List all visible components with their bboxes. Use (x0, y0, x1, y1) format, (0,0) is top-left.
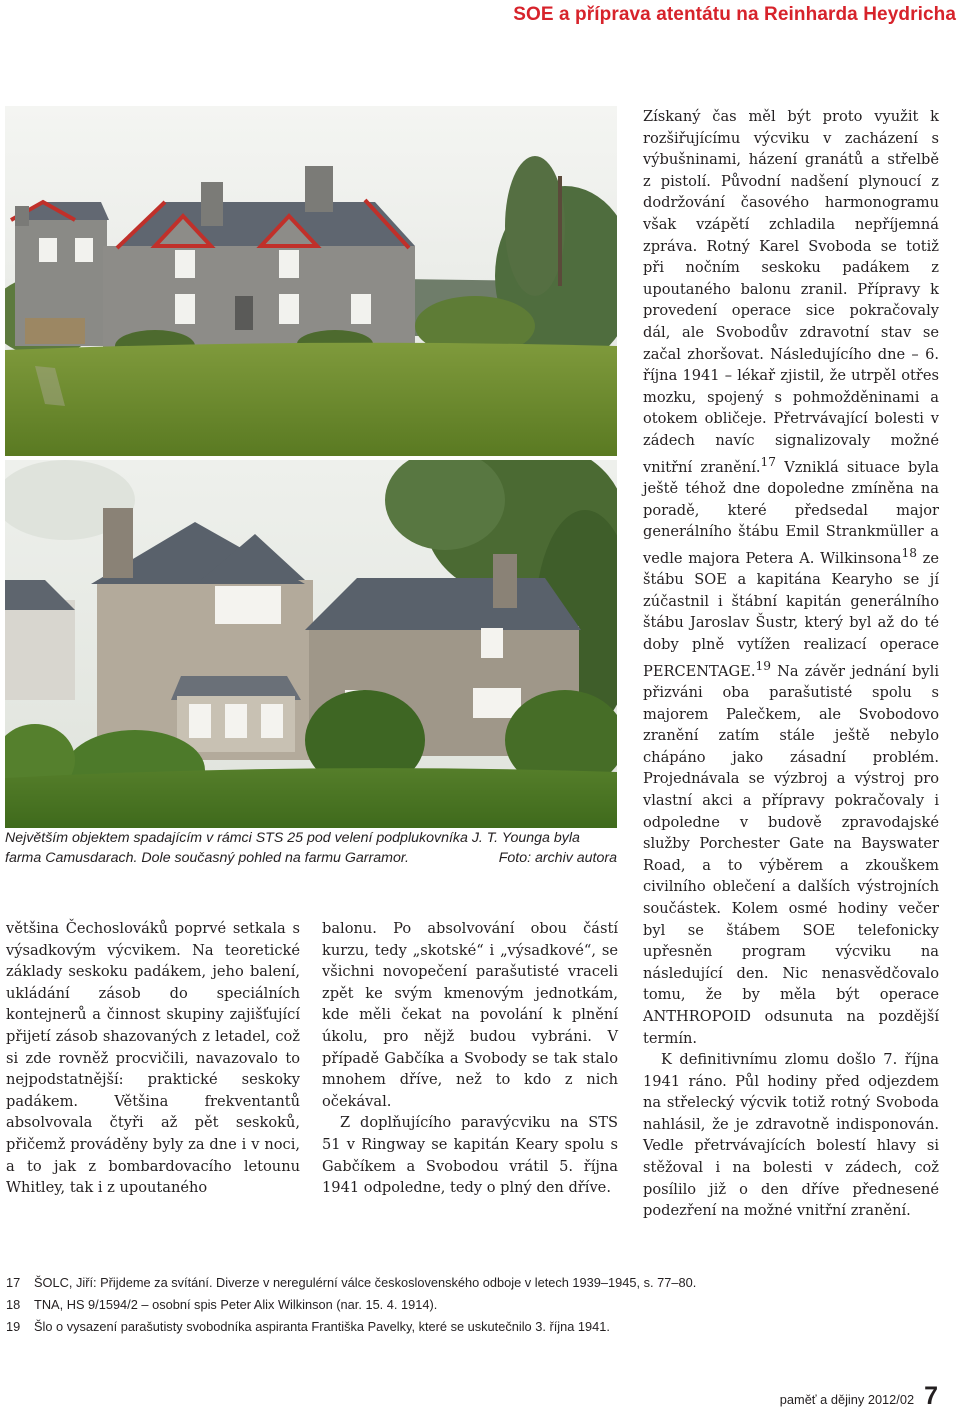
col2-paragraph-1: balonu. Po absolvování obou částí kurzu, tedy „skotské“ i „výsadkové“, se všichni novopečení parašutisté vraceli zpět ke svým kmenovým jednotkám, kde měli čekat na povolání k plnění úkolu, pro nějž budou vybráni. V případě Gabčíka a Svobody se tak stalo mnohem dříve, než to kdo z nich očekával. (322, 920, 618, 1110)
footnote-number: 18 (6, 1297, 21, 1312)
col2-paragraph-2: Z doplňujícího paravýcviku na STS 51 v Ringway se kapitán Keary spolu s Gabčíkem a Svobodou vrátil 5. října 1941 odpoledne, tedy o plný den dříve. (322, 1114, 618, 1197)
footnote-text: TNA, HS 9/1594/2 – osobní spis Peter Alix Wilkinson (nar. 15. 4. 1914). (34, 1297, 438, 1312)
footnote-17 (6, 1272, 946, 1294)
figure-caption (5, 828, 617, 868)
caption-text: Největším objektem spadajícím v rámci STS 25 pod velení podplukovníka J. T. Younga byla farma Camusdarach. Dole současný pohled na farmu Garramor. (5, 830, 580, 866)
footnote-number: 19 (6, 1319, 21, 1334)
col3-paragraph-1 (643, 106, 939, 1049)
footnote-ref-18[interactable]: 18 (901, 545, 917, 560)
col3-text-a: Získaný čas měl být proto využit k rozšiřujícímu výcviku v zacházení s výbušninami, házení granátů a střelbě z pistolí. Původní nadšení plynoucí z dodržování časového harmonogramu však vzápětí zchladila nepříjemná zpráva. Rotný Karel Svoboda se totiž při nočním seskoku padákem z upoutaného balonu zranil. Přípravy k provedení operace sice pokračovaly dál, ale Svobodův zdravotní stav se začal zhoršovat. Následujícího dne – 6. října 1941 – lékař zjistil, že utrpěl otřes mozku, spojený s pohmožděninami a otokem obličeje. Přetrvávající bolesti v zádech navíc signalizovaly možné vnitřní zranění. (643, 108, 939, 476)
footnote-number: 17 (6, 1275, 21, 1290)
col3-text-d: Na závěr jednání byli přizváni oba parašutisté spolu s majorem Palečkem, ale Svobodovo zranění zatím stále ještě nebylo chápáno jako zásadní problém. Projednávala se výzbroj a výstroj pro vlastní akci a přípravy pokračovaly i odpoledne v budově zpravodajské služby Porchester Gate na Bayswater Road, a to výběrem a zkouškem civilního oblečení a dalších výstrojních součástek. Kolem osmé hodiny večer byl se štábem SOE telefonicky upřesněn program výcviku na následující den. Nic nenasvědčovalo tomu, že by měla být operace ANTHROPOID odsunuta na pozdější termín. (643, 662, 939, 1047)
photo-farm-camusdarach (5, 106, 617, 456)
footnote-ref-17[interactable]: 17 (760, 454, 776, 469)
page-number: 7 (924, 1382, 938, 1410)
footnote-text: ŠOLC, Jiří: Přijdeme za svítání. Diverze v neregulérní válce československého odboje v letech 1939–1945, s. 77–80. (34, 1275, 697, 1290)
article-column-1 (6, 918, 300, 1199)
magazine-name: paměť a dějiny 2012/02 (779, 1392, 915, 1407)
col3-text-c: ze štábu SOE a kapitána Kearyho se jí zúčastnil i štábní kapitán generálního štábu Jaroslav Šustr, který byl až do té doby plně vytížen realizací operace PERCENTAGE. (643, 549, 939, 680)
page-footer (780, 1382, 938, 1411)
col3-text-b: Vzniklá situace byla ještě téhož dne dopoledne zmíněna na poradě, které předsedal major generálního štábu Emil Strankmüller a vedle majora Petera A. Wilkinsona (643, 458, 939, 567)
article-column-3 (643, 106, 939, 1222)
running-header: SOE a příprava atentátu na Reinharda Heydricha (513, 4, 956, 25)
footnote-18 (6, 1294, 946, 1316)
footnote-text: Šlo o vysazení parašutisty svobodníka aspiranta Františka Pavelky, které se uskutečnilo 3. října 1941. (34, 1319, 610, 1334)
article-column-2 (322, 918, 618, 1199)
photo-farm-garramor (5, 460, 617, 828)
footnote-ref-19[interactable]: 19 (755, 658, 771, 673)
photo-credit: Foto: archiv autora (498, 850, 617, 866)
footnotes (6, 1272, 946, 1338)
footnote-19 (6, 1316, 946, 1338)
col3-paragraph-2: K definitivnímu zlomu došlo 7. října 1941 ráno. Půl hodiny před odjezdem na střelecký výcvik totiž rotný Svoboda nahlásil, že je zdravotně indisponován. Vedle přetrvávajících bolestí hlavy si stěžoval i na bolesti v zádech, což posílilo již o den dříve přednesené podezření na možné vnitřní zranění. (643, 1051, 939, 1220)
col1-paragraph: většina Čechoslováků poprvé setkala s výsadkovým výcvikem. Na teoretické základy seskoku padákem, jeho balení, ukládání zásob do speciálních kontejnerů a činnost skupiny zajišťující přijetí zásob shazovaných z letadel, což si zde rovněž procvičili, navazovalo to nejpodstatnější: praktické seskoky padákem. Většina frekventantů absolvovala čtyři až pět seskoků, přičemž prováděny byly za dne i v noci, a to jak z bombardovacího letounu Whitley, tak i z upoutaného (6, 920, 300, 1197)
